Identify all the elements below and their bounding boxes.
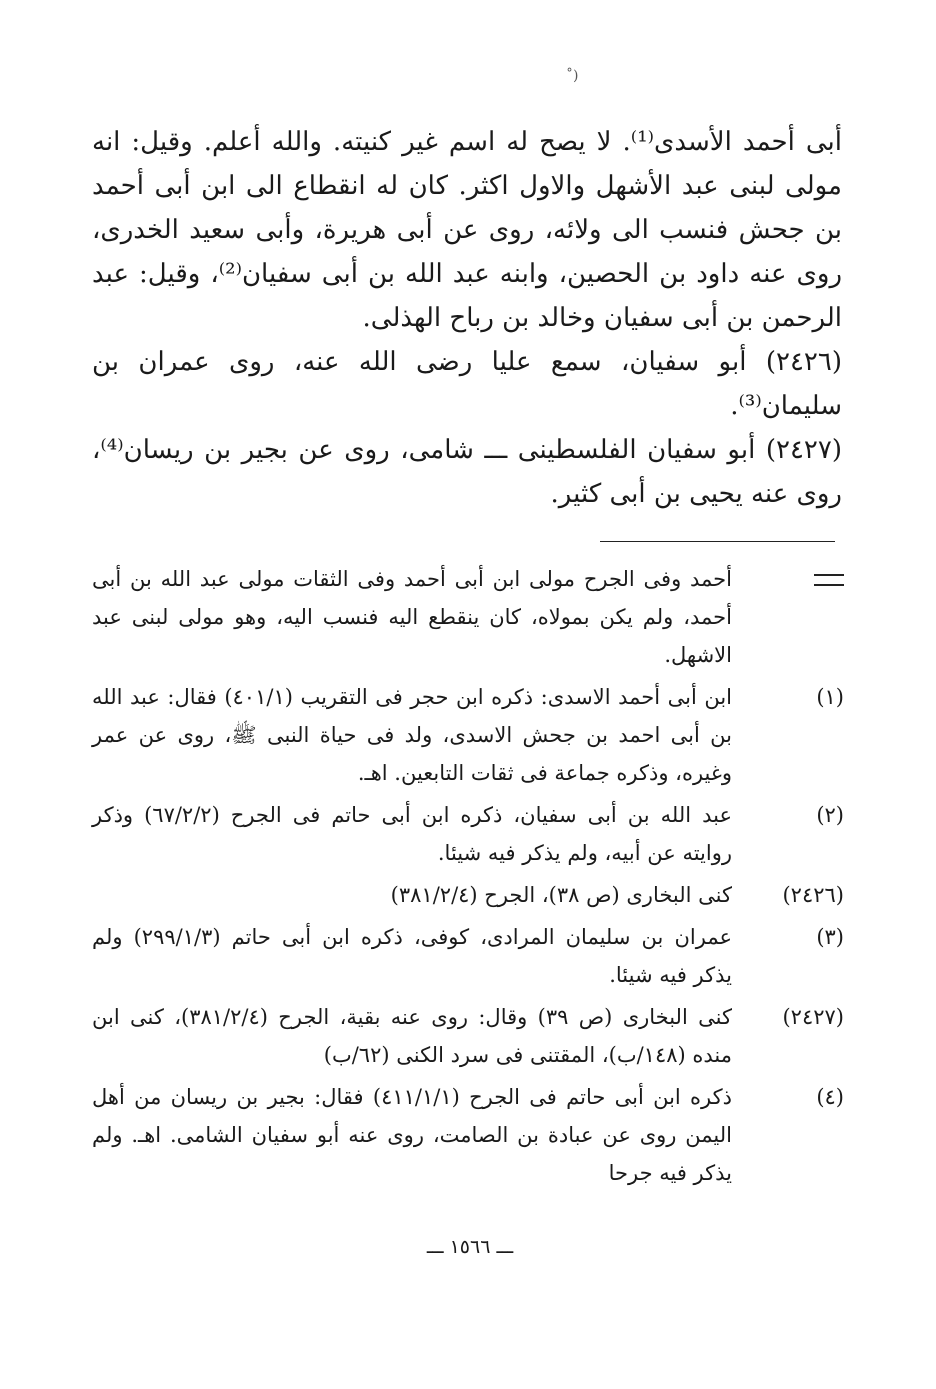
footnote-separator: [600, 541, 835, 542]
footnote-2427: [92, 998, 844, 1074]
entry-text: أبو سفيان الفلسطينى ـــ شامى، روى عن بجير بن ريسان⁽⁴⁾، روى عنه يحيى بن أبى كثير.: [92, 435, 842, 509]
page-number: ـــ ١٥٦٦ ـــ: [426, 1236, 514, 1258]
footnote-text: ذكره ابن أبى حاتم فى الجرح (٤١١/١/١) فقال: بجير بن ريسان من أهل اليمن روى عن عبادة بن الصامت، روى عنه أبو سفيان الشامى. اهـ. ولم يذكر فيه جرحا: [92, 1085, 732, 1185]
footnote-mark: (٢): [816, 803, 844, 827]
footnote-mark: (٢٤٢٦): [782, 883, 844, 907]
entry-text: أبو سفيان، سمع عليا رضى الله عنه، روى عمران بن سليمان⁽³⁾.: [92, 347, 842, 421]
footnote-2426: [92, 876, 844, 914]
entry-number: (٢٤٢٧): [765, 435, 843, 465]
footnote-3: [92, 918, 844, 994]
scan-speck: ˚): [566, 68, 579, 84]
footnote-mark: (١): [816, 685, 844, 709]
footnote-mark: (٣): [816, 925, 844, 949]
footnote-1: [92, 678, 844, 792]
footnote-mark: (٢٤٢٧): [782, 1005, 844, 1029]
continuation-mark-icon: [814, 574, 844, 586]
footnote-continuation: [92, 560, 844, 674]
footnote-text: ابن أبى أحمد الاسدى: ذكره ابن حجر فى التقريب (٤٠١/١) فقال: عبد الله بن أبى احمد بن جحش الاسدى، ولد فى حياة النبى ﷺ، روى عن عمر وغيره، وذكره جماعة فى ثقات التابعين. اهـ.: [92, 685, 732, 785]
footnote-text: عمران بن سليمان المرادى، كوفى، ذكره ابن أبى حاتم (٢٩٩/١/٣) ولم يذكر فيه شيئا.: [92, 925, 732, 987]
main-text: [92, 120, 842, 516]
footnote-4: [92, 1078, 844, 1192]
footnotes: [92, 560, 844, 1196]
footnote-mark: (٤): [816, 1085, 844, 1109]
footnote-text: كنى البخارى (ص ٣٩) وقال: روى عنه بقية، الجرح (٣٨١/٢/٤)، كنى ابن منده (١٤٨/ب)، المقتنى فى سرد الكنى (٦٢/ب): [92, 1005, 732, 1067]
entry-number: (٢٤٢٦): [765, 347, 842, 377]
entry-2427: [92, 428, 842, 516]
footnote-2: [92, 796, 844, 872]
footnote-text: كنى البخارى (ص ٣٨)، الجرح (٣٨١/٢/٤): [390, 883, 732, 907]
footnote-text: أحمد وفى الجرح مولى ابن أبى أحمد وفى الثقات مولى عبد الله بن أبى أحمد، ولم يكن بمولاه، كان ينقطع اليه فنسب اليه، وهو مولى لبنى عبد الاشهل.: [92, 567, 732, 667]
footnote-text: عبد الله بن أبى سفيان، ذكره ابن أبى حاتم فى الجرح (٦٧/٢/٢) وذكر روايته عن أبيه، ولم يذكر فيه شيئا.: [92, 803, 732, 865]
entry-2426: [92, 340, 842, 428]
main-paragraph-1: أبى أحمد الأسدى⁽¹⁾. لا يصح له اسم غير كنيته. والله أعلم. وقيل: انه مولى لبنى عبد الأشهل والاول اكثر. كان له انقطاع الى ابن أبى أحمد بن جحش فنسب الى ولائه، روى عن أبى هريرة، وأبى سعيد الخدرى، روى عنه داود بن الحصين، وابنه عبد الله بن أبى سفيان⁽²⁾، وقيل: عبد الرحمن بن أبى سفيان وخالد بن رباح الهذلى.: [92, 127, 842, 333]
